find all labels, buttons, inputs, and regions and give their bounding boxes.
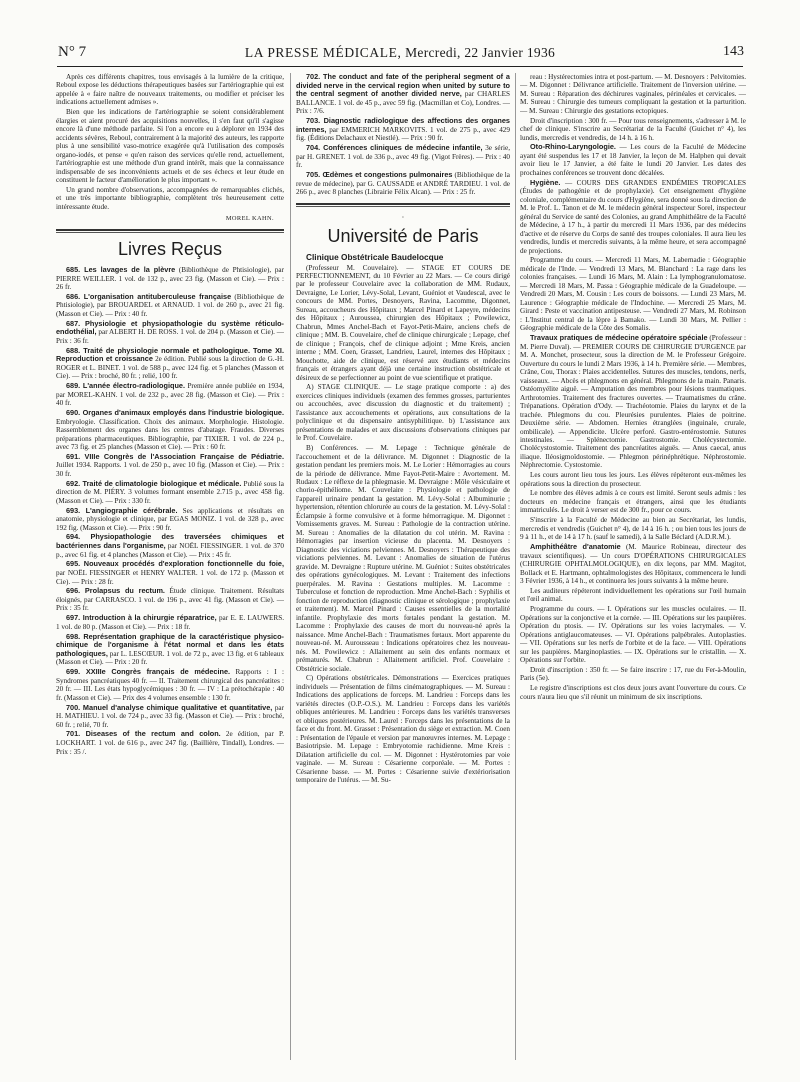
entry-heading: 697. Introduction à la chirurgie réparatrice, bbox=[66, 613, 217, 623]
entry-heading: 685. Les lavages de la plèvre bbox=[66, 264, 176, 274]
entry-text: Embryologie. Classification. Choix des animaux. Morphologie. Histologie. Rassemblement des organes dans les centres d'abatage. Fraudes. Diverses préparations pharmaceutiques. Bibliographie, par TIXIER. 1 vol. de 224 p., avec 73 fig. et 25 planches (Masson et Cie). — Prix : 60 fr. bbox=[56, 417, 284, 452]
entry-text: (Bibliothèque de Phtisiologie), par BROUARDEL et ARNAUD. 1 vol. de 260 p., avec 21 fig. (Masson et Cie). — Prix : 40 fr. bbox=[56, 292, 284, 318]
section-rule bbox=[56, 229, 284, 231]
author-signature: MOREL KAHN. bbox=[225, 215, 274, 223]
section-title-livres: Livres Reçus bbox=[117, 238, 223, 259]
list-entry bbox=[520, 666, 746, 683]
section-rule-thin bbox=[56, 232, 284, 233]
entry-heading: 690. Organes d'animaux employés dans l'industrie biologique. bbox=[66, 408, 284, 418]
entry-text: Juillet 1934. Rapports. 1 vol. de 250 p., avec 10 fig. (Masson et Cie). — Prix : 30 fr. bbox=[56, 461, 284, 478]
column-right bbox=[520, 73, 746, 1064]
page-header bbox=[38, 44, 762, 64]
entry-text: Les cours auront lieu tous les jours. Les élèves répéteront eux-mêmes les opérations sous la direction du prosecteur. bbox=[520, 471, 746, 488]
paragraph: C) Opérations obstétricales. Démonstrations — Exercices pratiques individuels — Présentation de films cinématographiques. — M. Sureau : Indications des applications de forceps. M. Landrieu : Forceps dans les variétés directes (O.P.-O.S.). M. Landrieu : Forceps dans les variétés obliques antérieures. M. Landrieu : Forceps dans les variétés transverses et obliques postérieures. M. Laurel : Forceps dans les présentations de la face et du front. M. Grasset : Présentation du siège et extraction. M. Coen : Présentation de l'épaule et version par manœuvres internes. M. Lepage : Basiotripsie. M. Lepage : Embryotomie rachidienne. Mme Kreis : Dilatation artificielle du col. — M. Digonnet : Hystérotomies par voie vaginale. — M. Sureau : Césarienne corporéale. — M. Portes : Césarienne basse. — M. Portes : Césarienne suivie d'extériorisation temporaire de l'utérus. — M. Su- bbox=[296, 674, 510, 785]
entry-heading: 692. Traité de climatologie biologique et médicale. bbox=[66, 478, 242, 488]
entry-heading: 698. Représentation graphique de la caractéristique physico-chimique de l'organisme à l'état normal et dans les états pathologiques, bbox=[56, 631, 284, 658]
entry-heading: 699. XXIIIe Congrès français de médecine. bbox=[66, 667, 231, 677]
entry-text: (M. Maurice Robineau, directeur des travaux scientifiques). — Un cours D'OPÉRATIONS CHIRURGICALES (CHIRURGIE OPHTALMOLOGIQUE), en dix leçons, par MM. Magitot, Bollack et E. Hartmann, ophtalmologistes des Hôpitaux, commencera le lundi 3 Février 1936, à 14 h., et continuera les jours suivants à la même heure. bbox=[520, 542, 746, 586]
list-entry bbox=[56, 668, 284, 702]
entry-heading: 693. L'angiographie cérébrale. bbox=[66, 505, 178, 515]
entry-text: Étude clinique. Traitement. Résultats éloignés, par CARRASCO. 1 vol. de 196 p., avec 41 fig. (Masson et Cie). — Prix : 35 fr. bbox=[56, 587, 284, 613]
entry-heading: 702. The conduct and fate of the peripheral segment of a divided nerve in the cervical region when united by suture to the central segment of another divided nerve, bbox=[296, 73, 510, 99]
entry-text: par NOËL FIESSINGER et HENRY WALTER. 1 vol. de 172 p. (Masson et Cie). — Prix : 28 fr. bbox=[56, 569, 284, 586]
entry-text: Programme du cours. — Mercredi 11 Mars, M. Labernadie : Géographie médicale de l'Inde. — Vendredi 13 Mars, M. Blanchard : La rage dans les colonies françaises. — Lundi 16 Mars, M. Alain : La lymphogranulomatose. — Mercredi 18 Mars, M. Passa : Géographie médicale de la Guadeloupe. — Vendredi 20 Mars, M. Cousin : Les cours de boissons. — Lundi 23 Mars, M. Laurence : Géographie médicale de l'Indochine. — Mercredi 25 Mars, M. Girard : Peste et vaccination antipesteuse. — Vendredi 27 Mars, M. Robinson : L'Institut central de la lèpre à Bamako. — Lundi 30 Mars, M. Pellier : Géographie médicale de la Côte des Somalis. bbox=[520, 256, 746, 333]
list-entry bbox=[56, 507, 284, 533]
entry-heading: 700. Manuel d'analyse chimique qualitative et quantitative, bbox=[66, 702, 273, 712]
paragraph: B) Conférences. — M. Lepage : Technique générale de l'accouchement et de la délivrance. M. Digonnet : Diagnostic de la gestation pendant les premiers mois. M. Le Lorier : Hémorragies au cours de la période de délivrance. Mme Fayot-Petit-Maire : Avortement. M. Rudaux : Le réflexe de la phlegmasie. M. Devraigne : Môle vésiculaire et chorio-épithéliome. M. Couvelaire : Physiologie et pathologie de l'appareil urinaire pendant la gestation. M. Lévy-Solal : Albuminurie ; hypertension, rétention chlorurée au cours de la gestation. M. Lévy-Solal : Éclampsie à forme convulsive et à forme hémorragique. M. Digonnet : Vomissements graves. M. Sureau : Pathologie de la contraction utérine. M. Sureau : Anomalies de la dilatation du col utérin. M. Ravina : Hémorragies par insertion vicieuse du placenta. M. Desnoyers : Diagnostic des viciations pelviennes. M. Desnoyers : Thérapeutique des viciations pelviennes. M. Levant : Anomalies de situation de l'utérus gravide. M. Devraigne : Rupture utérine. M. Guéniot : Suites obstétricales des opérations gynécologiques. M. Levant : Traitement des infections puerpérales. M. Ravina : Gestations multiples. M. Lacomme : Tuberculose et fonction de reproduction. Mme Anchel-Bach : Syphilis et fonction de reproduction (diagnostic clinique et sérologique ; prophylaxie et traitement). M. Marcel Pinard : Causes essentielles de la mortalité infantile. Prophylaxie des morts fœtales pendant la gestation. M. Lacomme : Prophylaxie des causes de mort du nouveau-né après la naissance. Mme Anchel-Bach : Traumatismes fœtaux. Mort apparente du nouveau-né. M. Aurousseau : Indications opératoires chez les nouveau-nés. M. Powilewicz : Allaitement au sein des enfants normaux et prématurés. M. Chabrun : Allaitement artificiel. Prof. Couvelaire : Obstétricie sociale. bbox=[296, 444, 510, 673]
list-entry bbox=[296, 73, 510, 116]
paragraph: Bien que les indications de l'artériographie se soient considérablement élargies et aient procuré des acquisitions nouvelles, il s'en faut qu'il s'agisse encore là d'une méthode parfaite. Si l'on a encore eu à déplorer en 1934 des accidents sévères, Reboul, contrairement à la majorité des auteurs, les rapporte plus à une sensibilité vaso-motrice exagérée qu'à l'utilisation des composés organo-iodés, et pense « qu'en raison des services qu'elle rend, actuellement, l'artériographie est une méthode d'un grand intérêt, mais que la connaissance indispensable de ses inconvénients actuels et de ses échecs et leur étude en constituent le facteur d'amélioration le plus important ». bbox=[56, 108, 284, 184]
entry-heading: Travaux pratiques de médecine opératoire spéciale bbox=[530, 333, 708, 343]
entry-heading: 689. L'année électro-radiologique. bbox=[66, 381, 185, 391]
entry-text: S'inscrire à la Faculté de Médecine au bien au Secrétariat, les lundis, mercredis et vendredis (Guichet n° 4), de 14 à 16 h. ; ou bien tous les jours de 9 à 11 h., et de 14 à 17 h. (sauf le samedi), à la Salle Béclard (A.D.R.M.). bbox=[520, 516, 746, 542]
entry-heading: 695. Nouveaux procédés d'exploration fonctionnelle du foie, bbox=[66, 559, 284, 569]
entry-text: Première année publiée en 1934, par MOREL-KAHN. 1 vol. de 232 p., avec 28 fig. (Masson et Cie). — Prix : 40 fr. bbox=[56, 382, 284, 408]
list-entry bbox=[520, 516, 746, 541]
list-entry bbox=[56, 382, 284, 408]
paragraph: A) STAGE CLINIQUE. — Le stage pratique comporte : a) des exercices cliniques individuels (examen des femmes grosses, parturientes ou accouchées, avec discussion du diagnostic et du traitement) ; l'assistance aux accouchements et opérations, aux consultations de la polyclinique et du dispensaire antisyphilitique. b) L'assistance aux présentations de malades et aux discussions d'observations cliniques par le Prof. Couvelaire. bbox=[296, 383, 510, 443]
running-title bbox=[38, 45, 762, 61]
list-entry bbox=[520, 256, 746, 332]
entry-heading: Oto-Rhino-Laryngologie. bbox=[530, 142, 616, 152]
section-rule-thin bbox=[296, 206, 510, 207]
list-entry bbox=[56, 730, 284, 756]
paragraph: Après ces différents chapitres, tous envisagés à la lumière de la critique, Reboul expose les déductions thérapeutiques basées sur l'artériographie qui est appelée à « faire naître de nouveaux traitements, ou modifier et préciser les indications actuellement admises ». bbox=[56, 73, 284, 107]
column-divider bbox=[290, 73, 291, 1060]
column-middle bbox=[296, 73, 510, 1064]
issue-date: Mercredi, 22 Janvier 1936 bbox=[405, 45, 556, 60]
book-list-continued bbox=[296, 73, 510, 197]
entry-heading: 703. Diagnostic radiologique des affections des organes internes, bbox=[296, 116, 510, 134]
entry-text: par CHARLES BALLANCE. 1 vol. de 45 p., avec 59 fig. (Macmillan et Co), Londres. — Prix : 7/6. bbox=[296, 90, 510, 116]
issue-number: N° 7 bbox=[58, 44, 87, 60]
entry-heading: 691. VIIIe Congrès de l'Association Française de Pédiatrie. bbox=[66, 451, 284, 461]
list-entry bbox=[56, 320, 284, 346]
paragraph: (Professeur M. Couvelaire). — STAGE ET COURS DE PERFECTIONNEMENT, du 10 Février au 22 Mars. — Ce cours dirigé par le professeur Couvelaire avec la collaboration de MM. Rudaux, Devraigne, Le Lorier, Lévy-Solal, Levant, Guéniot et Vaudescal, avec le concours de MM. Portes, Desnoyers, Ravina, Lacomme, Digonnet, Sureau, accoucheurs des Hôpitaux ; Marcel Pinard et Lapeyre, médecins des Hôpitaux ; Auroussea, chirurgien des Hôpitaux ; Powilewicz, Chabrun, Mmes Anchel-Bach et Fayot-Petit-Maire, anciens chefs de clinique ; MM. B. Couvelaire, chef de clinique chirurgicale ; Lepage, chef de clinique ; François, chef de clinique adjoint ; Mme Kreis, ancien interne ; MM. Coen, Grasset, Landrieu, Laurel, internes des Hôpitaux ; Mouchotte, aide de clinique, est réservé aux étudiants et médecins français et étrangers ayant déjà une certaine instruction obstétricale et désireux de se perfectionner au point de vue scientifique et pratique. bbox=[296, 263, 510, 382]
entry-heading: 687. Physiologie et physiopathologie du système réticulo-endothélial, bbox=[56, 318, 284, 337]
entry-text: Le nombre des élèves admis à ce cours est limité. Seront seuls admis : les docteurs en médecine français et étrangers, ainsi que les étudiants immatriculés. Le droit à verser est de 300 fr., pour ce cours. bbox=[520, 489, 746, 515]
entry-text: par H. MATHIEU. 1 vol. de 724 p., avec 33 fig. (Masson et Cie). — Prix : broché, 60 fr. ; relié, 70 fr. bbox=[56, 703, 284, 729]
list-entry bbox=[520, 334, 746, 470]
entry-text: (Professeur : M. Pierre Duval). — PREMIER COURS DE CHIRURGIE D'URGENCE par M. A. Monchet, prosecteur, sous la direction de M. le Professeur Grégoire. Ouverture du cours le lundi 2 Mars 1936, à 14 h. Première série. — Membres, Crâne, Cou, Thorax : Plaies accidentelles. Sutures des muscles, tendons, nerfs, vaisseaux. — Abcès et phlegmons en général. Phlegmons de la main. Panaris. Ostéomyélite aiguë. — Amputation des membres pour lésions traumatiques. Arthrotomies. Traitement des fractures ouvertes. — Traumatismes du crâne. Trépanations. Opération d'Ody. — Trachéotomie. Plaies du larynx et de la trachée. Phlegmons du cou. Pleurésies purulentes. Plaies de poitrine. Deuxième série. — Abdomen. Hernies étranglées (inguinale, crurale, ombilicale). — Appendicite. Ulcère perforé. Gastro-entérostomie. Sutures intestinales. — Splénectomie. Gastrostomie. Cholécystectomie. Cholécystostomie. Traitement des pancréatites aiguës. — Anus caecal, anus iliaque. Iléosigmoïdostomie. — Phlegmon périnéphrétique. Néphrostomie. Néphrectomie. Cystostomie. bbox=[520, 334, 746, 470]
entry-text: (Bibliothèque de Phtisiologie), par PIERRE WEILLER. 1 vol. de 132 p., avec 23 fig. (Masson et Cie). — Prix : 26 fr. bbox=[56, 265, 284, 291]
entry-text: Droit d'inscription : 350 fr. — Se faire inscrire : 17, rue du Fer-à-Moulin, Paris (5e). bbox=[520, 665, 746, 683]
entry-text: 2e édition, par P. LOCKHART. 1 vol. de 616 p., avec 247 fig. (Baillière, Tindall), Londres. — Prix : 35 /. bbox=[56, 730, 284, 756]
entry-heading: 704. Conférences cliniques de médecine infantile, bbox=[306, 143, 483, 153]
list-entry bbox=[520, 684, 746, 701]
column-left bbox=[56, 73, 284, 1064]
entry-text: Les auditeurs répéteront individuellement les opérations sur l'œil humain et l'œil animal. bbox=[520, 586, 746, 604]
entry-heading: Hygiène. bbox=[530, 177, 561, 187]
ornament-dot: · bbox=[401, 212, 405, 222]
entry-text: Publié sous la direction de M. PIÉRY. 3 volumes formant ensemble 2.715 p., avec 458 fig. (Masson et Cie). — Prix : 330 fr. bbox=[56, 479, 284, 505]
entry-heading: 701. Diseases of the rectum and colon. bbox=[66, 729, 221, 739]
subheading-clinique: Clinique Obstétricale Baudelocque bbox=[306, 252, 444, 263]
list-entry bbox=[56, 587, 284, 613]
entry-text: par E. E. LAUWERS. 1 vol. de 80 p. (Masson et Cie). — Prix : 18 fr. bbox=[56, 614, 284, 631]
list-entry bbox=[520, 587, 746, 604]
list-entry bbox=[296, 117, 510, 143]
entry-text: Rapports : I : Syndromes pancréatiques 40 fr. — II. Traitement chirurgical des pancréatites : 20 fr. — III. Les états hypoglycémiques : 30 fr. — IV : La prétochérapie : 40 fr. (Masson et Cie). — Prix des 4 volumes ensemble : 130 fr. bbox=[56, 668, 284, 702]
entry-heading: 696. Prolapsus du rectum. bbox=[66, 586, 165, 596]
list-entry bbox=[56, 266, 284, 292]
entry-text: Ses applications et résultats en anatomie, physiologie et clinique, par EGAS MONIZ. 1 vol. de 328 p., avec 192 fig. (Masson et Cie). — Prix : 90 fr. bbox=[56, 506, 284, 532]
list-entry bbox=[56, 347, 284, 381]
list-entry bbox=[56, 480, 284, 506]
announcements bbox=[520, 143, 746, 701]
list-entry bbox=[56, 533, 284, 559]
column-divider bbox=[515, 73, 516, 1060]
entry-heading: 686. L'organisation antituberculeuse française bbox=[66, 291, 232, 301]
entry-heading: 694. Physiopathologie des traversées chimiques et bactériennes dans l'organisme, bbox=[56, 532, 284, 551]
header-rule bbox=[57, 66, 743, 67]
entry-heading: 705. Œdèmes et congestions pulmonaires bbox=[306, 169, 453, 179]
list-entry bbox=[56, 614, 284, 631]
paragraph: Droit d'inscription : 300 fr. — Pour tous renseignements, s'adresser à M. le chef de clinique. S'inscrire au Secrétariat de la Faculté (Guichet n° 4), les lundis, mercredis et vendredis, de 14 h. à 16 h. bbox=[520, 116, 746, 142]
paragraph: reau : Hystérectomies intra et post-partum. — M. Desnoyers : Pelvitomies. — M. Digonnet : Délivrance artificielle. Traitement de l'inversion utérine. — M. Sureau : Réparation des déchirures vaginales, périnéales et cervicales. — M. Sureau : Chirurgie des tumeurs compliquant la gestation et la parturition. — M. Sureau : Chirurgie des gestations ectopiques. bbox=[520, 73, 746, 115]
entry-text: par EMMERICH MARKOVITS. 1 vol. de 275 p., avec 429 fig. (Éditions Delachaux et Niestlé). — Prix : 90 fr. bbox=[296, 125, 510, 143]
section-rule bbox=[296, 203, 510, 205]
list-entry bbox=[296, 144, 510, 170]
list-entry bbox=[520, 471, 746, 488]
list-entry bbox=[56, 633, 284, 667]
list-entry bbox=[520, 179, 746, 255]
list-entry bbox=[56, 560, 284, 586]
book-list bbox=[56, 266, 284, 756]
paragraph: Un grand nombre d'observations, accompagnées de remarquables clichés, et une très importante bibliographie, complètent très heureusement cette intéressante étude. bbox=[56, 185, 284, 211]
list-entry bbox=[520, 489, 746, 514]
page-number: 143 bbox=[723, 44, 744, 59]
list-entry bbox=[56, 409, 284, 452]
entry-text: par NOËL FIESSINGER. 1 vol. de 370 p., avec 61 fig. et 4 planches (Masson et Cie). — Prix : 45 fr. bbox=[56, 542, 284, 559]
list-entry bbox=[56, 704, 284, 730]
journal-name: LA PRESSE MÉDICALE, bbox=[244, 45, 402, 60]
entry-text: par ALBERT H. DE ROSS. 1 vol. de 204 p. (Masson et Cie). — Prix : 36 fr. bbox=[56, 328, 284, 345]
list-entry bbox=[56, 453, 284, 479]
entry-heading: 688. Traité de physiologie normale et pathologique. Tome XI. Reproduction et croissance bbox=[56, 345, 284, 364]
entry-text: 2e édition. Publié sous la direction de G.-H. ROGER et L. BINET. 1 vol. de 588 p., avec 124 fig. et 5 planches (Masson et Cie). — Prix : broché, 80 fr. ; relié, 100 fr. bbox=[56, 355, 284, 381]
entry-text: Programme du cours. — I. Opérations sur les muscles oculaires. — II. Opérations sur la conjonctive et la cornée. — III. Opérations sur les paupières. Opération du ptosis. — IV. Opérations sur les voies lacrymales. — V. Opérations antiglaucomateuses. — VI. Opérations palpébrales. Autoplasties. — VII. Opérations sur les nerfs de l'orbite et de la face. — VIII. Opérations sur les paupières. Marginoplasties. — IX. Opérations sur le cristallin. — X. Opérations sur l'orbite. bbox=[520, 605, 746, 664]
entry-text: par L. LESCŒUR. 1 vol. de 72 p., avec 13 fig. et 6 tableaux (Masson et Cie). — Prix : 20 fr. bbox=[56, 649, 284, 667]
entry-text: Le registre d'inscriptions est clos deux jours avant l'ouverture du cours. Ce cours n'aura lieu que s'il réunit un minimum de six inscriptions. bbox=[520, 684, 746, 701]
list-entry bbox=[520, 143, 746, 177]
entry-text: — Les cours de la Faculté de Médecine ayant été suspendus les 17 et 18 Janvier, la leçon de M. Halphen qui devait avoir lieu le 17 Janvier, a été faite le lundi 20 Janvier. Les dates des prochaines conférences se trouvent donc décalées. bbox=[520, 143, 746, 177]
entry-text: — COURS DES GRANDES ENDÉMIES TROPICALES (Études de pathogénie et de prophylaxie). Cet enseignement d'hygiène coloniale, complémentaire du cours d'Hygiène, sera donné sous la direction de M. le Prof. L. Tanon et de M. le médecin général inspecteur Sorel, inspecteur général du Service de santé des Colonies, au grand Amphithéâtre de la Faculté de Médecine, à 17 h., à partir du mercredi 11 Mars 1936, par des médecins d'active et de réserve du Corps de santé des troupes coloniales. Il aura lieu les vendredis, lundis et mercredis suivants, à la même heure, et sera accompagné de projections. bbox=[520, 178, 746, 255]
list-entry bbox=[296, 171, 510, 197]
list-entry bbox=[520, 543, 746, 586]
section-title-universite: Université de Paris bbox=[327, 225, 479, 246]
entry-text: (Bibliothèque de la revue de médecine), par G. CAUSSADE et ANDRÉ TARDIEU. 1 vol. de 266 p., avec 8 planches (Librairie Félix Alcan). — Prix : 25 fr. bbox=[296, 170, 510, 197]
entry-text: 3e série, par H. GRENET. 1 vol. de 336 p., avec 49 fig. (Vigot Frères). — Prix : 40 fr. bbox=[296, 144, 510, 170]
list-entry bbox=[56, 293, 284, 319]
list-entry bbox=[520, 605, 746, 664]
entry-heading: Amphithéâtre d'anatomie bbox=[530, 541, 621, 551]
